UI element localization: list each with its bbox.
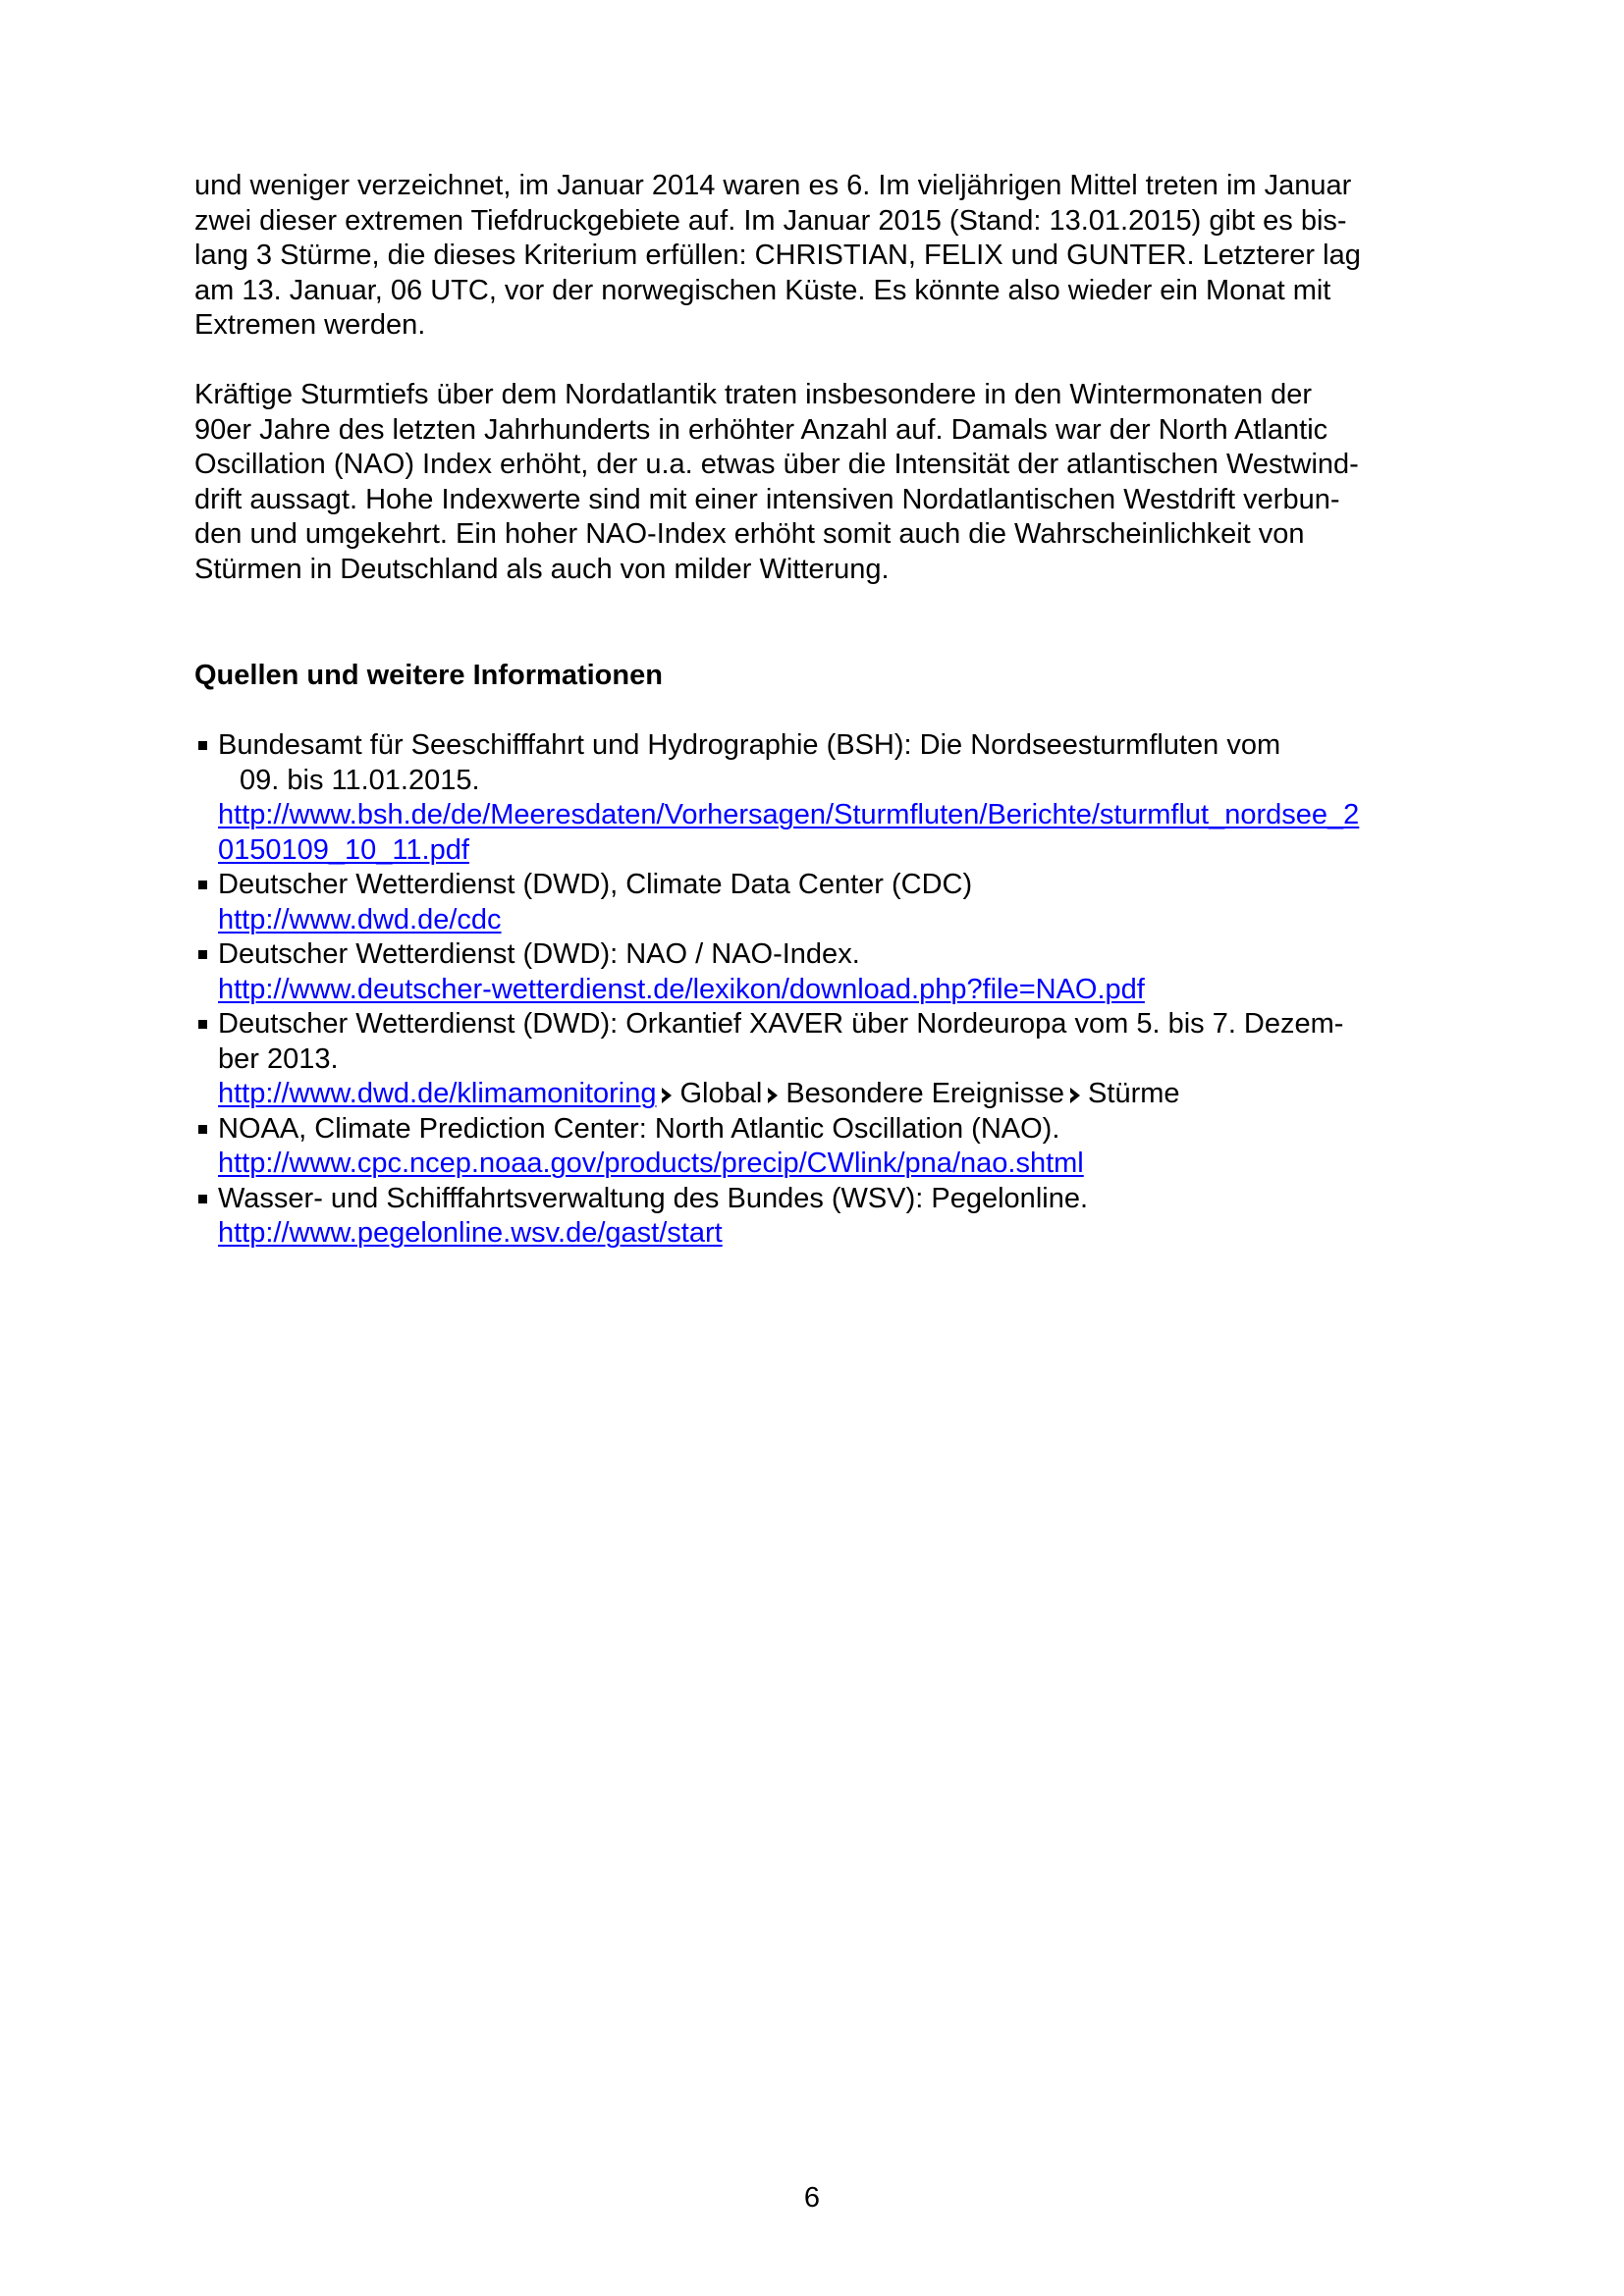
text-line: Extremen werden. <box>194 309 426 341</box>
source-text: NOAA, Climate Prediction Center: North Atlantic Oscillation (NAO). <box>218 1112 1060 1145</box>
list-item <box>194 1182 1471 1252</box>
text-line: den und umgekehrt. Ein hoher NAO-Index erhöht somit auch die Wahrscheinlichkeit von <box>194 518 1305 550</box>
source-text: Bundesamt für Seeschifffahrt und Hydrographie (BSH): Die Nordseesturmfluten vom <box>218 729 1281 761</box>
square-bullet-icon <box>198 950 207 959</box>
nao-paragraph <box>194 378 1441 587</box>
list-item <box>194 868 1471 937</box>
text-line: und weniger verzeichnet, im Januar 2014 waren es 6. Im vieljährigen Mittel treten im Januar <box>194 170 1352 201</box>
text-line: 90er Jahre des letzten Jahrhunderts in erhöhter Anzahl auf. Damals war der North Atlantic <box>194 413 1328 446</box>
text-line: Kräftige Sturmtiefs über dem Nordatlantik traten insbesondere in den Wintermonaten der <box>194 379 1313 410</box>
source-text: Deutscher Wetterdienst (DWD): NAO / NAO-Index. <box>218 938 860 970</box>
source-link[interactable]: http://www.bsh.de/de/Meeresdaten/Vorhersagen/Sturmfluten/Berichte/sturmflut_nordsee_2 <box>218 799 1360 830</box>
square-bullet-icon <box>198 741 207 750</box>
source-text: Deutscher Wetterdienst (DWD), Climate Data Center (CDC) <box>218 869 973 900</box>
text-line: drift aussagt. Hohe Indexwerte sind mit einer intensiven Nordatlantischen Westdrift verbun- <box>194 483 1340 515</box>
list-item <box>194 728 1471 868</box>
text-line: Stürmen in Deutschland als auch von milder Witterung. <box>194 553 890 585</box>
text-line: Oscillation (NAO) Index erhöht, der u.a. etwas über die Intensität der atlantischen Westwind- <box>194 449 1359 480</box>
source-link[interactable]: http://www.dwd.de/cdc <box>218 903 502 935</box>
chevron-right-icon <box>660 1087 674 1104</box>
source-link[interactable]: http://www.cpc.ncep.noaa.gov/products/precip/CWlink/pna/nao.shtml <box>218 1148 1084 1179</box>
square-bullet-icon <box>198 881 207 889</box>
square-bullet-icon <box>198 1125 207 1134</box>
source-text: 09. bis 11.01.2015. <box>240 764 480 796</box>
list-item <box>194 1007 1471 1112</box>
list-item <box>194 1112 1471 1182</box>
paragraph-gap <box>194 344 1441 379</box>
square-bullet-icon <box>198 1195 207 1203</box>
text-line: lang 3 Stürme, die dieses Kriterium erfüllen: CHRISTIAN, FELIX und GUNTER. Letzterer lag <box>194 240 1361 271</box>
square-bullet-icon <box>198 1020 207 1029</box>
chevron-right-icon <box>766 1087 780 1104</box>
source-link[interactable]: http://www.deutscher-wetterdienst.de/lexikon/download.php?file=NAO.pdf <box>218 973 1145 1005</box>
source-link[interactable]: 0150109_10_11.pdf <box>218 833 469 866</box>
list-item <box>194 937 1471 1007</box>
intro-paragraph <box>194 169 1441 344</box>
body-text <box>194 169 1441 587</box>
source-link[interactable]: http://www.dwd.de/klimamonitoring <box>218 1078 657 1109</box>
source-text: Wasser- und Schifffahrtsverwaltung des Bundes (WSV): Pegelonline. <box>218 1182 1089 1214</box>
sources-list <box>194 728 1471 1252</box>
path-segment: Stürme <box>1088 1078 1180 1109</box>
chevron-right-icon <box>1068 1087 1082 1104</box>
text-line: zwei dieser extremen Tiefdruckgebiete auf. Im Januar 2015 (Stand: 13.01.2015) gibt es bis- <box>194 204 1347 237</box>
source-text: Deutscher Wetterdienst (DWD): Orkantief XAVER über Nordeuropa vom 5. bis 7. Dezem- <box>218 1008 1344 1040</box>
page-number: 6 <box>803 2182 821 2214</box>
source-link[interactable]: http://www.pegelonline.wsv.de/gast/start <box>218 1217 723 1249</box>
path-segment: Global <box>679 1078 763 1109</box>
source-text: ber 2013. <box>218 1042 339 1075</box>
path-segment: Besondere Ereignisse <box>785 1078 1065 1109</box>
text-line: am 13. Januar, 06 UTC, vor der norwegischen Küste. Es könnte also wieder ein Monat mit <box>194 274 1331 306</box>
sources-heading: Quellen und weitere Informationen <box>194 660 663 691</box>
